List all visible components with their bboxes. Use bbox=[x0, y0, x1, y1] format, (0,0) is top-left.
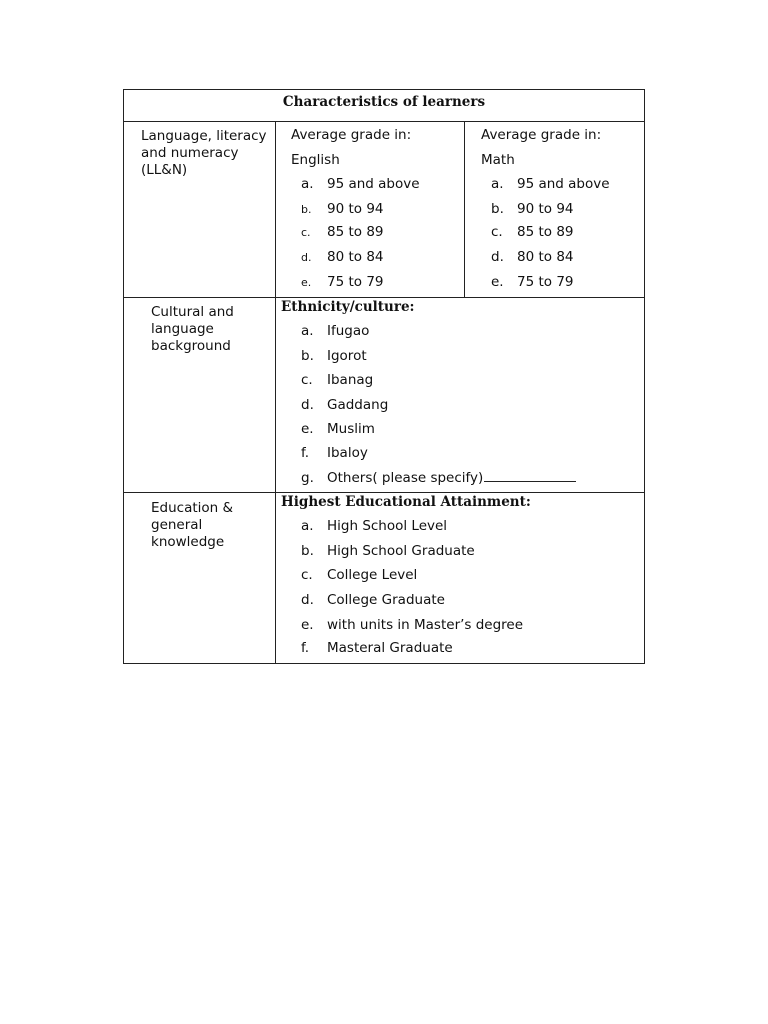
row-label-cultural: Cultural and language background bbox=[151, 304, 234, 354]
option-text: 95 and above bbox=[517, 176, 610, 192]
english-heading: Average grade in: bbox=[291, 127, 412, 143]
list-marker: a. bbox=[491, 176, 504, 192]
option-text: Ibanag bbox=[327, 372, 374, 388]
list-marker: a. bbox=[301, 323, 314, 339]
list-item bbox=[491, 176, 610, 192]
option-text: Muslim bbox=[327, 421, 375, 437]
option-text: 90 to 94 bbox=[327, 201, 384, 217]
ethnicity-heading: Ethnicity/culture: bbox=[281, 299, 415, 315]
specify-blank-line bbox=[484, 480, 576, 482]
list-marker: c. bbox=[301, 372, 313, 388]
option-text: 85 to 89 bbox=[517, 224, 574, 240]
list-item bbox=[301, 176, 420, 192]
option-text: Igorot bbox=[327, 348, 367, 364]
option-text: 95 and above bbox=[327, 176, 420, 192]
row-label-llan: Language, literacy and numeracy (LL&N) bbox=[141, 128, 267, 178]
characteristics-table bbox=[123, 89, 645, 664]
list-marker: e. bbox=[491, 274, 504, 290]
option-text: High School Graduate bbox=[327, 543, 475, 559]
list-marker: e. bbox=[301, 617, 314, 633]
list-marker: f. bbox=[301, 640, 310, 656]
list-item bbox=[301, 470, 576, 486]
table-title: Characteristics of learners bbox=[282, 94, 486, 110]
option-text: 80 to 84 bbox=[517, 249, 574, 265]
list-item bbox=[491, 224, 574, 240]
option-text: with units in Master’s degree bbox=[327, 617, 524, 633]
option-text: Ifugao bbox=[327, 323, 370, 339]
row-divider bbox=[124, 492, 644, 493]
list-marker: a. bbox=[301, 518, 314, 534]
option-text: 75 to 79 bbox=[327, 274, 384, 290]
option-text: 75 to 79 bbox=[517, 274, 574, 290]
option-text: 90 to 94 bbox=[517, 201, 574, 217]
list-item bbox=[301, 224, 384, 240]
row-divider bbox=[124, 297, 644, 298]
option-text: 85 to 89 bbox=[327, 224, 384, 240]
row-label-education: Education & general knowledge bbox=[151, 500, 234, 550]
list-marker: b. bbox=[301, 348, 314, 364]
list-item bbox=[301, 592, 445, 608]
list-item bbox=[301, 323, 369, 339]
list-item bbox=[301, 348, 367, 364]
list-item bbox=[491, 274, 574, 290]
list-marker: c. bbox=[301, 226, 311, 239]
option-text: Gaddang bbox=[327, 397, 389, 413]
list-marker: b. bbox=[491, 201, 504, 217]
list-item bbox=[301, 640, 453, 656]
option-text: College Level bbox=[327, 567, 418, 583]
list-marker: g. bbox=[301, 470, 314, 486]
list-marker: f. bbox=[301, 445, 310, 461]
column-divider bbox=[275, 121, 276, 663]
list-item bbox=[301, 421, 375, 437]
list-item bbox=[301, 617, 523, 633]
education-heading: Highest Educational Attainment: bbox=[281, 494, 531, 510]
list-item bbox=[301, 397, 388, 413]
english-subject: English bbox=[291, 152, 340, 168]
list-marker: d. bbox=[491, 249, 504, 265]
math-heading: Average grade in: bbox=[481, 127, 602, 143]
math-subject: Math bbox=[481, 152, 515, 168]
list-item bbox=[301, 372, 373, 388]
option-text: High School Level bbox=[327, 518, 448, 534]
option-text: Others( please specify) bbox=[327, 470, 484, 486]
list-item bbox=[491, 249, 574, 265]
option-text: Masteral Graduate bbox=[327, 640, 453, 656]
list-item bbox=[301, 567, 417, 583]
list-item bbox=[301, 274, 384, 290]
list-item bbox=[301, 445, 368, 461]
list-item bbox=[301, 249, 384, 265]
list-marker: a. bbox=[301, 176, 314, 192]
list-marker: b. bbox=[301, 203, 312, 216]
list-marker: b. bbox=[301, 543, 314, 559]
list-marker: c. bbox=[301, 567, 313, 583]
list-item bbox=[491, 201, 574, 217]
list-marker: d. bbox=[301, 592, 314, 608]
option-text: 80 to 84 bbox=[327, 249, 384, 265]
list-marker: e. bbox=[301, 276, 312, 289]
list-item bbox=[301, 543, 475, 559]
row-divider bbox=[124, 121, 644, 122]
list-marker: e. bbox=[301, 421, 314, 437]
column-divider bbox=[464, 121, 465, 297]
list-item bbox=[301, 201, 384, 217]
list-marker: c. bbox=[491, 224, 503, 240]
option-text: Ibaloy bbox=[327, 445, 368, 461]
list-item bbox=[301, 518, 447, 534]
option-text: College Graduate bbox=[327, 592, 445, 608]
list-marker: d. bbox=[301, 397, 314, 413]
list-marker: d. bbox=[301, 251, 312, 264]
